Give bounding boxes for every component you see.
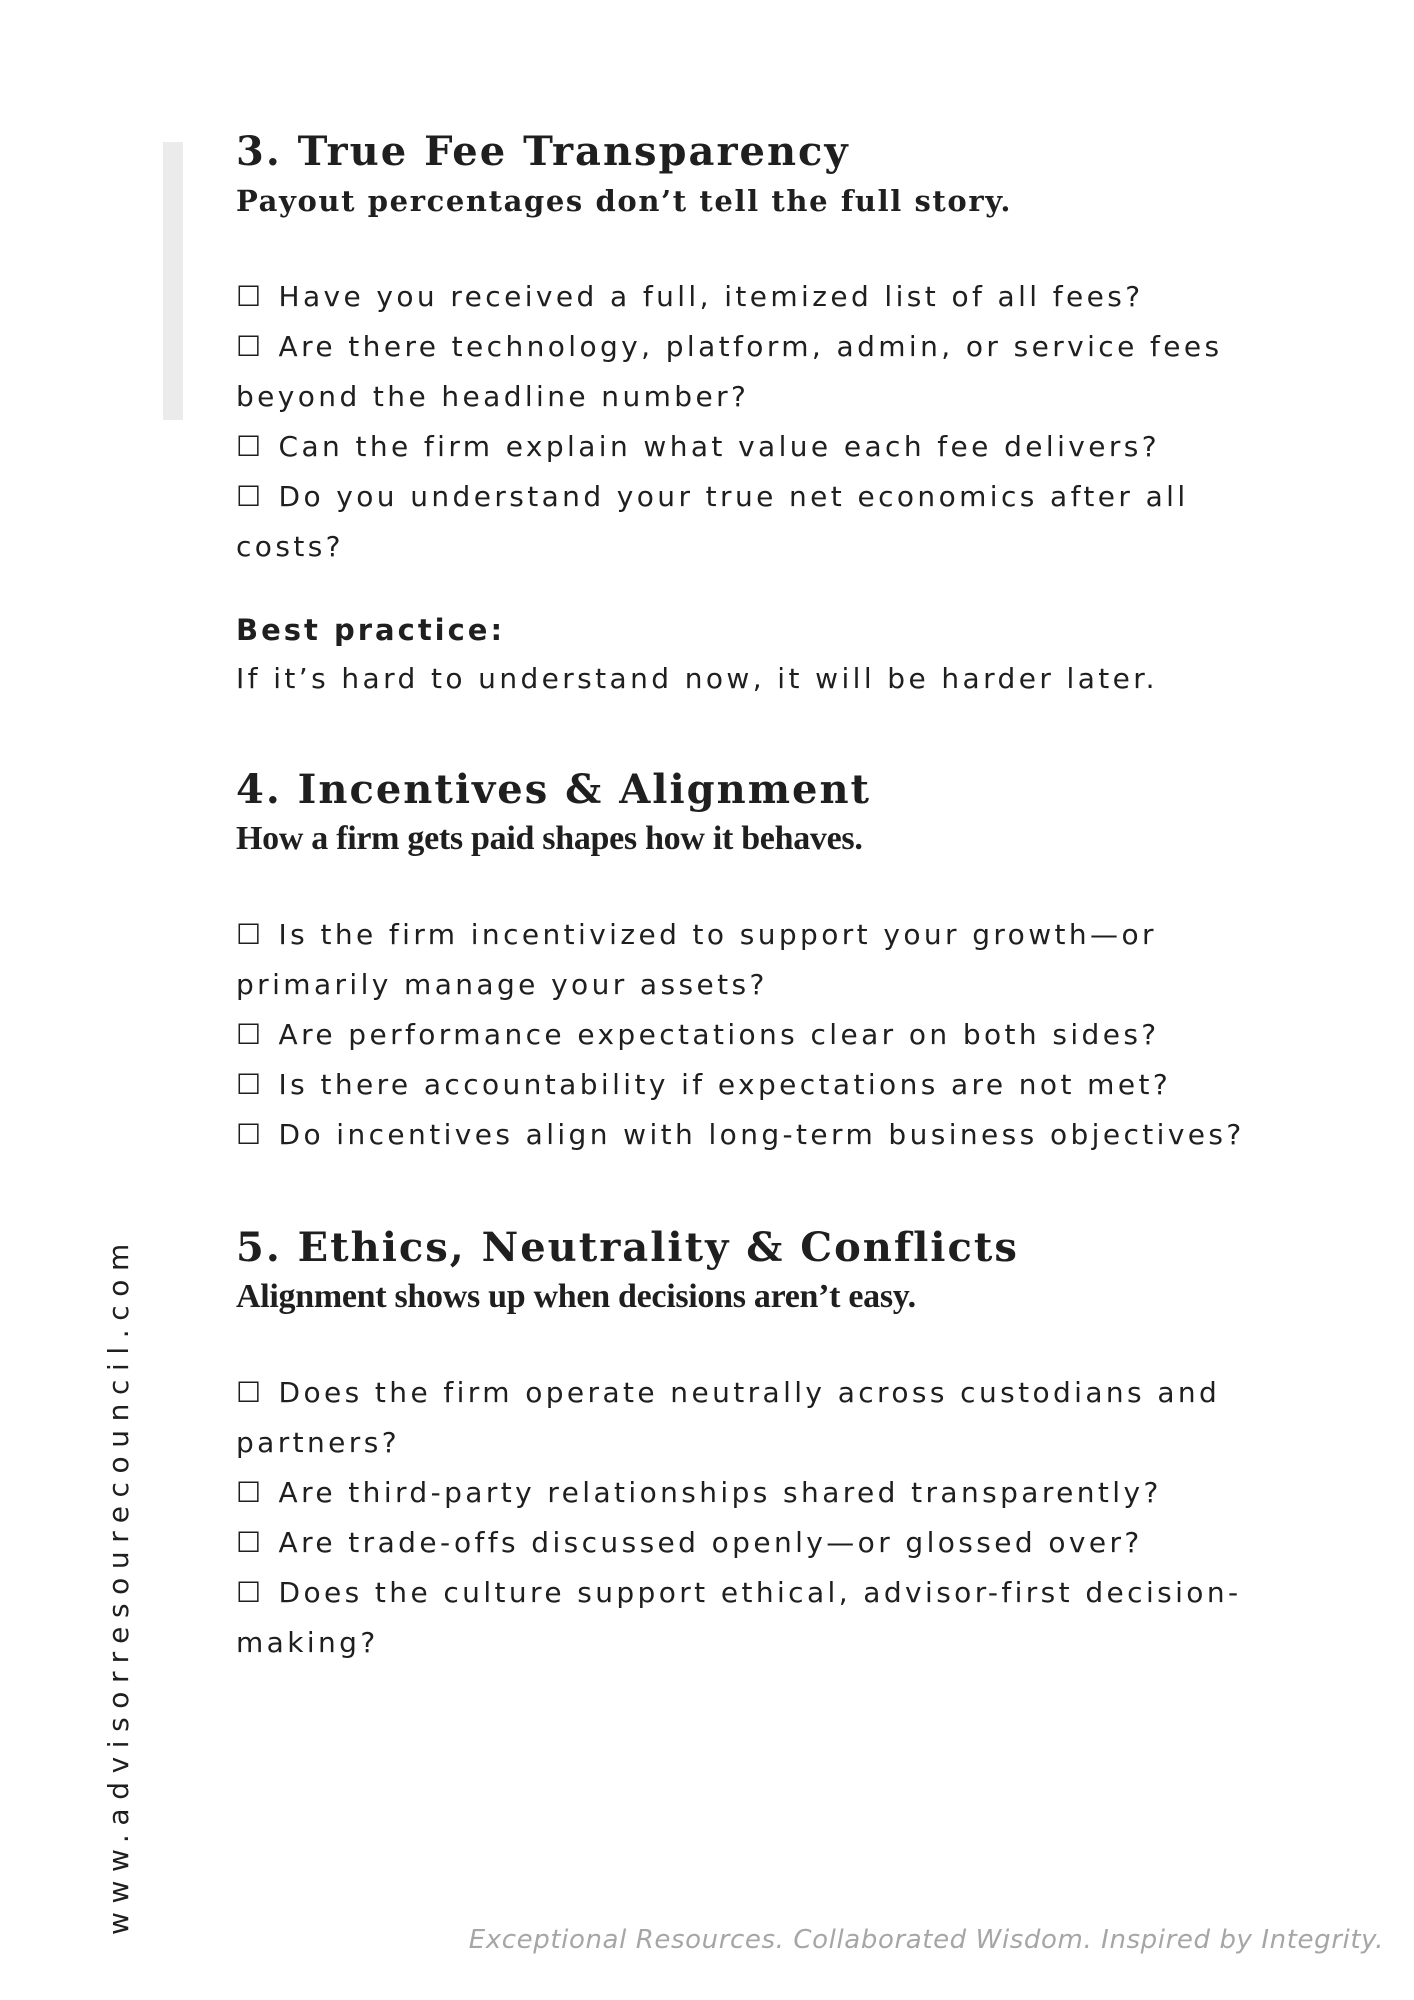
best-practice-text: If it’s hard to understand now, it will be harder later. [236, 662, 1158, 695]
checklist [236, 1368, 1246, 1668]
section-subtitle: How a firm gets paid shapes how it behaves. [236, 820, 863, 857]
checklist-item-text: Do you understand your true net economics after all costs? [236, 480, 1189, 563]
checklist-item-text: Are performance expectations clear on both sides? [278, 1018, 1160, 1051]
checkbox-icon: ☐ [236, 918, 265, 951]
section-title: 4. Incentives & Alignment [236, 766, 872, 813]
checkbox-icon: ☐ [236, 1526, 265, 1559]
checkbox-icon: ☐ [236, 1376, 265, 1409]
checklist-item [236, 1518, 1246, 1568]
checklist-item-text: Are there technology, platform, admin, or service fees beyond the headline number? [236, 330, 1223, 413]
checkbox-icon: ☐ [236, 1068, 265, 1101]
section-fee-transparency [236, 126, 1246, 704]
checklist-item [236, 1110, 1246, 1160]
checklist-item-text: Are third-party relationships shared transparently? [278, 1476, 1162, 1509]
section-title: 3. True Fee Transparency [236, 128, 850, 175]
checkbox-icon: ☐ [236, 1118, 265, 1151]
checklist-item-text: Is the firm incentivized to support your growth—or primarily manage your assets? [236, 918, 1157, 1001]
checklist-item-text: Does the culture support ethical, advisor-first decision-making? [236, 1576, 1242, 1659]
checklist-item-text: Does the firm operate neutrally across custodians and partners? [236, 1376, 1221, 1459]
accent-bar [163, 142, 183, 420]
checkbox-icon: ☐ [236, 480, 265, 513]
checklist-item-text: Are trade-offs discussed openly—or glossed over? [278, 1526, 1143, 1559]
checklist-item [236, 1568, 1246, 1668]
footer-tagline: Exceptional Resources. Collaborated Wisdom. Inspired by Integrity. [468, 1925, 1384, 1955]
checklist-item-text: Have you received a full, itemized list of all fees? [278, 280, 1144, 313]
section-ethics-neutrality [236, 1222, 1246, 1668]
checkbox-icon: ☐ [236, 330, 265, 363]
website-url: www.advisorresourecouncil.com [102, 1235, 135, 1935]
checklist-item [236, 1468, 1246, 1518]
checklist-item [236, 1060, 1246, 1110]
section-subtitle: Payout percentages don’t tell the full story. [236, 184, 1013, 218]
best-practice-label: Best practice: [236, 613, 506, 647]
section-subtitle: Alignment shows up when decisions aren’t easy. [236, 1278, 916, 1315]
checklist-item [236, 1010, 1246, 1060]
checklist-item [236, 322, 1246, 422]
checkbox-icon: ☐ [236, 430, 265, 463]
checklist-item-text: Is there accountability if expectations are not met? [278, 1068, 1172, 1101]
checklist [236, 272, 1246, 572]
section-title: 5. Ethics, Neutrality & Conflicts [236, 1224, 1019, 1271]
checklist-item [236, 1368, 1246, 1468]
checklist-item [236, 472, 1246, 572]
checklist-item [236, 272, 1246, 322]
checkbox-icon: ☐ [236, 1576, 265, 1609]
section-incentives-alignment [236, 764, 1246, 1160]
main-content [236, 126, 1246, 1668]
checkbox-icon: ☐ [236, 280, 265, 313]
checklist [236, 910, 1246, 1160]
checklist-item [236, 910, 1246, 1010]
checkbox-icon: ☐ [236, 1476, 265, 1509]
checklist-item [236, 422, 1246, 472]
checklist-item-text: Do incentives align with long-term business objectives? [278, 1118, 1245, 1151]
checklist-item-text: Can the firm explain what value each fee delivers? [278, 430, 1161, 463]
checkbox-icon: ☐ [236, 1018, 265, 1051]
